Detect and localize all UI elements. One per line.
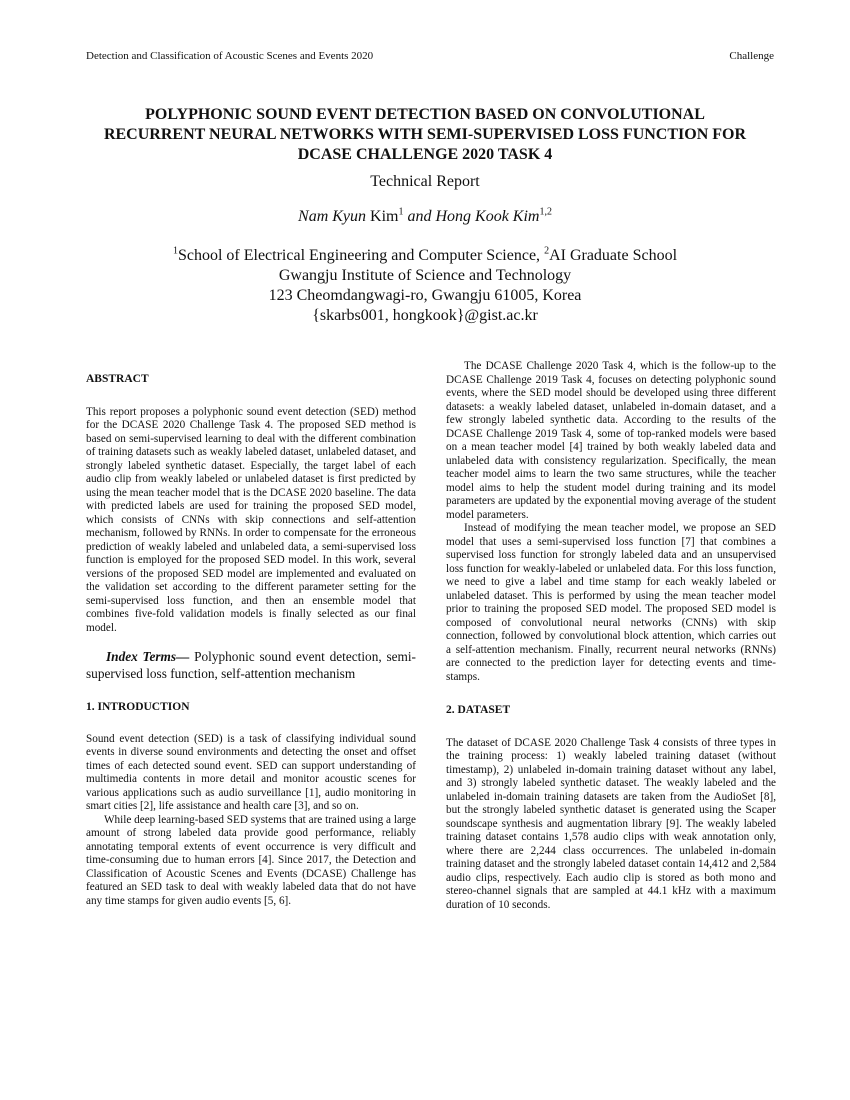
- title-line-2: RECURRENT NEURAL NETWORKS WITH SEMI-SUPERVISED LOSS FUNCTION FOR: [103, 126, 747, 143]
- affiliation-block: [0, 246, 850, 326]
- author-line: [0, 208, 850, 226]
- dataset-paragraph: The dataset of DCASE 2020 Challenge Task 4 consists of three types in the training process: 1) weakly labeled training dataset (without timestamp), 2) unlabeled in-domain training dataset without any label, and 3) strongly labeled synthetic dataset. The weakly labeled and the unlabeled in-domain training datasets are taken from the AudioSet [8], but the strongly labeled synthetic dataset is generated using the Scaper soundscape synthesis and augmentation library [9]. The weakly labeled training dataset contains 1,578 audio clips with weak annotation only, where there are 2,244 class occurrences. The unlabeled in-domain training dataset and the strongly labeled dataset contain 14,412 and 2,584 audio clips, respectively. Each audio clip is stored as both mono and stereo-channel signals that are sampled at 44.1 kHz with a maximum duration of 10 seconds.: [446, 736, 776, 911]
- affil-school: School of Electrical Engineering and Computer Science,: [177, 247, 545, 264]
- author-1-given: Nam Kyun: [298, 208, 367, 225]
- affil-sup-1: 1: [172, 245, 178, 257]
- paper-title: [60, 105, 790, 165]
- introduction-heading: 1. INTRODUCTION: [86, 701, 190, 713]
- title-line-3: DCASE CHALLENGE 2020 TASK 4: [297, 146, 553, 163]
- author-1-sup: 1: [398, 206, 404, 218]
- running-header: [86, 50, 774, 62]
- left-column: [86, 360, 416, 908]
- title-line-1: POLYPHONIC SOUND EVENT DETECTION BASED ON CONVOLUTIONAL: [145, 106, 705, 123]
- index-terms: [86, 648, 416, 682]
- abstract-text: This report proposes a polyphonic sound event detection (SED) method for the DCASE 2020 Challenge Task 4. The proposed SED method is based on semi-supervised learning to deal with the different combination of training datasets such as weakly labeled dataset, unlabeled dataset, and strongly labeled synthetic dataset. Especially, the target label of each audio clip from weakly labeled or unlabeled dataset is first predicted by using the mean teacher model that is the DCASE 2020 baseline. The data with predicted labels are used for training the proposed SED model, which consists of CNNs with skip connections and self-attention mechanism, followed by RNNs. In order to compensate for the erroneous prediction of weakly labeled and unlabeled data, a semi-supervised loss function is employed for the proposed SED model. In this work, several versions of the proposed SED model are implemented and evaluated on the validation set according to the different parameter setting for the semi-supervised loss function, and then an ensemble model that combines five-fold validation models is finally selected as our final model.: [86, 405, 416, 634]
- intro-paragraph-2: While deep learning-based SED systems that are trained using a large amount of strong labeled data provide good performance, reliably annotating temporal extents of event occurrence is very difficult and time-consuming due to human errors [4]. Since 2017, the Detection and Classification of Acoustic Scenes and Events (DCASE) Challenge has featured an SED task to deal with weakly labeled data that do not have any time stamps for given audio events [5, 6].: [86, 813, 416, 907]
- header-track: Challenge: [729, 50, 774, 62]
- author-and: and: [407, 208, 432, 225]
- affil-graduate: AI Graduate School: [549, 247, 678, 264]
- intro-paragraph-1: Sound event detection (SED) is a task of classifying individual sound events in diverse sound environments and detecting the onset and offset times of each detected sound event. SED can support understanding of multimedia contents in more detail and monitor acoustic scenes for various applications such as audio surveillance [1], audio monitoring in smart cities [2], life assistance and health care [3], and so on.: [86, 732, 416, 812]
- author-1-family: Kim: [370, 208, 399, 225]
- dataset-heading: 2. DATASET: [446, 704, 511, 716]
- right-column: [446, 360, 776, 912]
- report-type: Technical Report: [370, 173, 480, 190]
- abstract-heading: ABSTRACT: [86, 373, 149, 385]
- author-2: Hong Kook Kim: [435, 208, 540, 225]
- affil-email: {skarbs001, hongkook}@gist.ac.kr: [312, 307, 538, 324]
- affil-sup-2: 2: [544, 245, 550, 257]
- author-2-sup: 1,2: [539, 206, 552, 218]
- affil-institute: Gwangju Institute of Science and Technology: [278, 267, 572, 284]
- index-terms-text: Polyphonic sound event detection, semi-supervised loss function, self-attention mechanism: [86, 649, 416, 681]
- index-terms-label: Index Terms—: [106, 649, 190, 664]
- affil-address: 123 Cheomdangwagi-ro, Gwangju 61005, Korea: [268, 287, 582, 304]
- intro-paragraph-4: Instead of modifying the mean teacher model, we propose an SED model that uses a semi-supervised loss function [7] that combines a supervised loss function for strongly labeled data and an unsupervised loss function for weakly-labeled or unlabeled data. For this loss function, we need to give a label and time stamp for each weakly labeled or unlabeled dataset. This is performed by using the mean teacher model prior to training the proposed SED model. The proposed SED model is composed of convolutional neural networks (CNNs) with skip connection, followed by convolutional block attention, which carries out a self-attention mechanism. Finally, recurrent neural networks (RNNs) are connected to the prediction layer for detecting events and time-stamps.: [446, 522, 776, 683]
- intro-paragraph-3: The DCASE Challenge 2020 Task 4, which is the follow-up to the DCASE Challenge 2019 Task 4, focuses on detecting polyphonic sound events, where the SED model should be developed using three different datasets: a weakly labeled dataset, unlabeled in-domain dataset, and a few strongly labeled synthetic data. According to the results of the DCASE Challenge 2019 Task 4, some of top-ranked models were based on a mean teacher model [4] trained by both weakly labeled data and unlabeled data with consistency regularization. Specifically, the mean teacher model aims to learn the two same structures, while the teacher model aims to help the student model during training and its model parameters are updated by the exponential moving average of the student model parameters.: [446, 360, 776, 521]
- affiliation-line-1: [0, 246, 850, 266]
- header-conference: Detection and Classification of Acoustic Scenes and Events 2020: [86, 50, 374, 62]
